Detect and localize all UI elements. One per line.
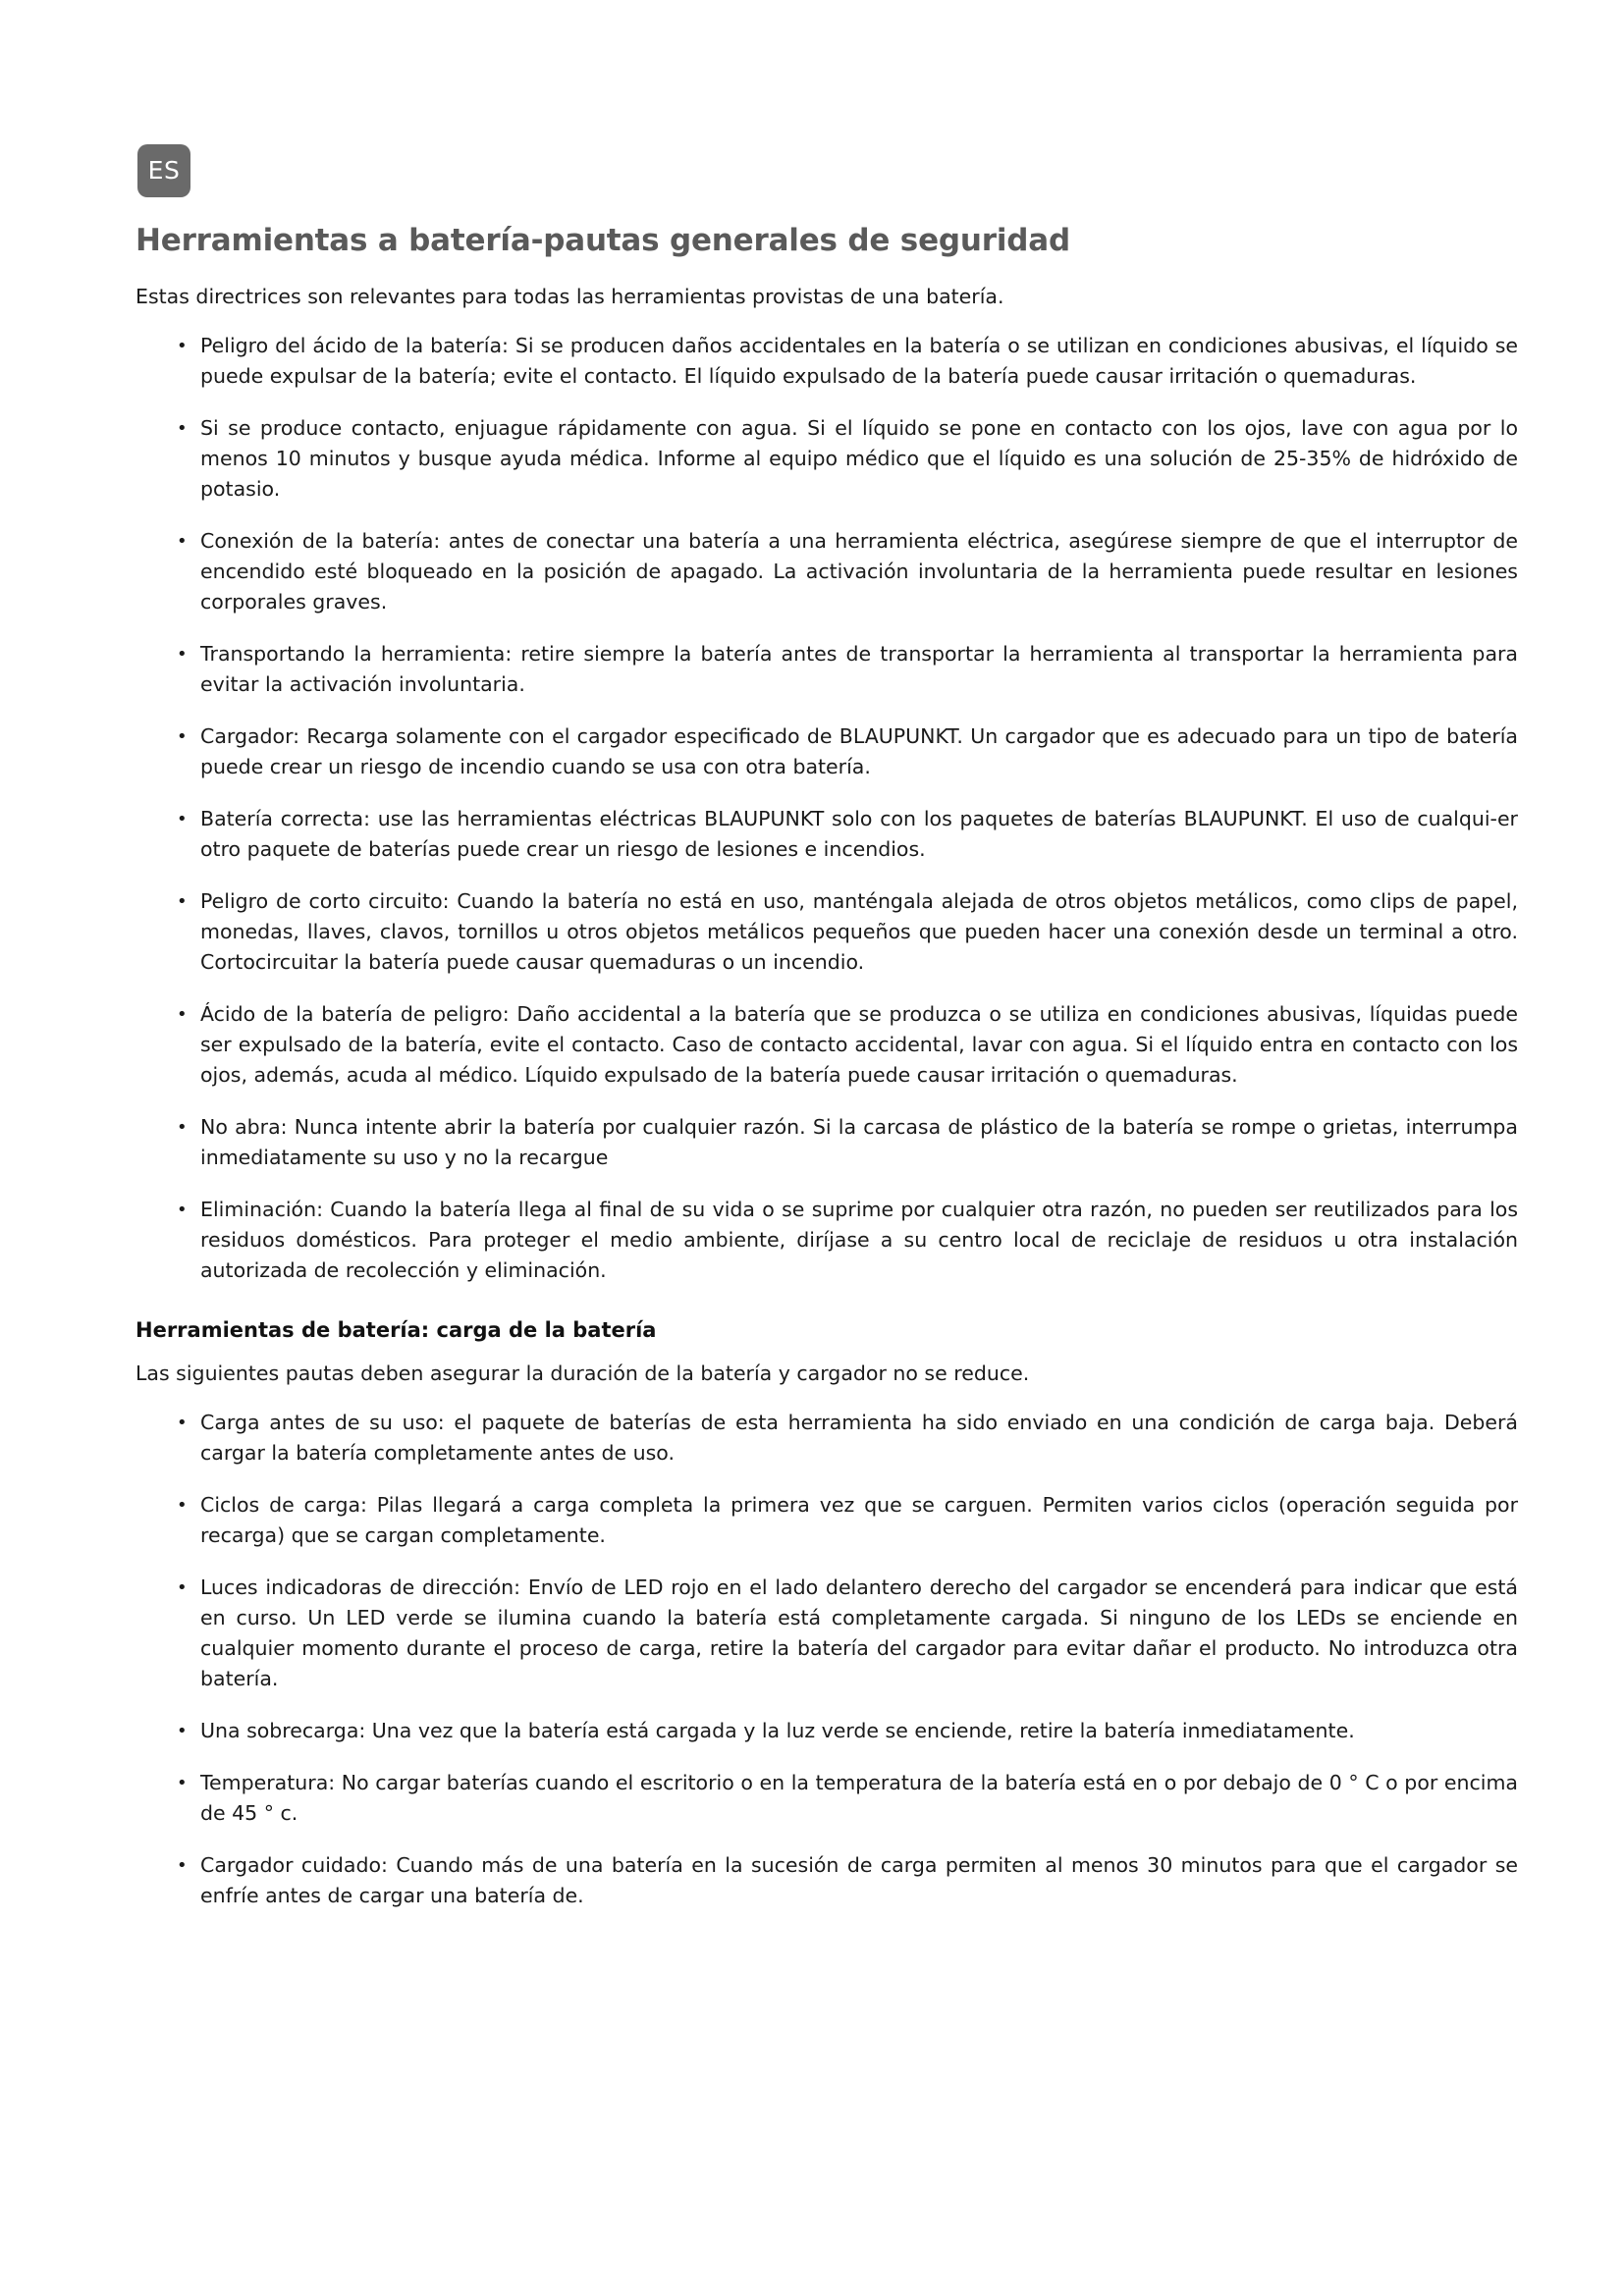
list-item-text: Eliminación: Cuando la batería llega al final de su vida o se suprime por cualquier otra razón, no pueden ser reutilizados para los residuos domésticos. Para proteger el medio ambiente, diríjase a su centro local de reciclaje de residuos u otra instalación autorizada de recolección y eliminación.: [200, 1198, 1518, 1282]
list-item: [177, 1408, 1518, 1468]
charging-guidelines-list: [135, 1408, 1518, 1911]
bullet-icon: •: [177, 1004, 188, 1025]
bullet-icon: •: [177, 1413, 188, 1433]
bullet-icon: •: [177, 891, 188, 912]
list-item: [177, 1490, 1518, 1551]
list-item-text: Cargador: Recarga solamente con el cargador especificado de BLAUPUNKT. Un cargador que es adecuado para un tipo de batería puede crear un riesgo de incendio cuando se usa con otra batería.: [200, 724, 1518, 778]
bullet-icon: •: [177, 809, 188, 829]
document-content: [135, 221, 1518, 1925]
list-item: [177, 639, 1518, 700]
bullet-icon: •: [177, 1855, 188, 1876]
language-badge: ES: [137, 144, 190, 197]
list-item: [177, 999, 1518, 1091]
list-item-text: Transportando la herramienta: retire siempre la batería antes de transportar la herramienta al transportar la herramienta para evitar la activación involuntaria.: [200, 642, 1518, 696]
section-title-battery-charging: Herramientas de batería: carga de la batería: [135, 1318, 657, 1342]
list-item: [177, 331, 1518, 392]
list-item: [177, 526, 1518, 617]
list-item-text: Si se produce contacto, enjuague rápidamente con agua. Si el líquido se pone en contacto con los ojos, lave con agua por lo menos 10 minutos y busque ayuda médica. Informe al equipo médico que el líquido es una solución de 25-35% de hidróxido de potasio.: [200, 416, 1518, 501]
safety-guidelines-list: [135, 331, 1518, 1286]
list-item-text: Ácido de la batería de peligro: Daño accidental a la batería que se produzca o se utiliza en condiciones abusivas, líquidas puede ser expulsado de la batería, evite el contacto. Caso de contacto accidental, lavar con agua. Si el líquido entra en contacto con los ojos, además, acuda al médico. Líquido expulsado de la batería puede causar irritación o quemaduras.: [200, 1002, 1518, 1087]
list-item: [177, 1573, 1518, 1694]
list-item-text: Carga antes de su uso: el paquete de baterías de esta herramienta ha sido enviado en una condición de carga baja. Deberá cargar la batería completamente antes de uso.: [200, 1411, 1518, 1465]
bullet-icon: •: [177, 418, 188, 439]
section-intro-battery-charging: Las siguientes pautas deben asegurar la duración de la batería y cargador no se reduce.: [135, 1362, 1030, 1385]
list-item: [177, 413, 1518, 505]
list-item: [177, 804, 1518, 865]
list-item: [177, 721, 1518, 782]
list-item: [177, 1716, 1518, 1746]
bullet-icon: •: [177, 1495, 188, 1516]
bullet-icon: •: [177, 1577, 188, 1598]
list-item-text: Peligro de corto circuito: Cuando la batería no está en uso, manténgala alejada de otros objetos metálicos, como clips de papel, monedas, llaves, clavos, tornillos u otros objetos metálicos pequeños que pueden hacer una conexión desde un terminal a otro. Cortocircuitar la batería puede causar quemaduras o un incendio.: [200, 889, 1518, 974]
list-item: [177, 1850, 1518, 1911]
list-item-text: Cargador cuidado: Cuando más de una batería en la sucesión de carga permiten al menos 30 minutos para que el cargador se enfríe antes de cargar una batería de.: [200, 1853, 1518, 1907]
list-item-text: No abra: Nunca intente abrir la batería por cualquier razón. Si la carcasa de plástico de la batería se rompe o grietas, interrumpa inmediatamente su uso y no la recargue: [200, 1115, 1518, 1169]
list-item-text: Luces indicadoras de dirección: Envío de LED rojo en el lado delantero derecho del cargador se encenderá para indicar que está en curso. Un LED verde se ilumina cuando la batería está completamente cargada. Si ninguno de los LEDs se enciende en cualquier momento durante el proceso de carga, retire la batería del cargador para evitar dañar el producto. No introduzca otra batería.: [200, 1575, 1518, 1690]
list-item-text: Ciclos de carga: Pilas llegará a carga completa la primera vez que se carguen. Permiten varios ciclos (operación seguida por recarga) que se cargan completamente.: [200, 1493, 1518, 1547]
list-item-text: Conexión de la batería: antes de conectar una batería a una herramienta eléctrica, asegúrese siempre de que el interruptor de encendido esté bloqueado en la posición de apagado. La activación involuntaria de la herramienta puede resultar en lesiones corporales graves.: [200, 529, 1518, 614]
list-item-text: Una sobrecarga: Una vez que la batería está cargada y la luz verde se enciende, retire la batería inmediatamente.: [200, 1719, 1355, 1742]
list-item: [177, 1112, 1518, 1173]
list-item-text: Temperatura: No cargar baterías cuando el escritorio o en la temperatura de la batería está en o por debajo de 0 ° C o por encima de 45 ° c.: [200, 1771, 1518, 1825]
bullet-icon: •: [177, 1117, 188, 1138]
bullet-icon: •: [177, 1200, 188, 1220]
bullet-icon: •: [177, 1773, 188, 1793]
list-item-text: Peligro del ácido de la batería: Si se producen daños accidentales en la batería o se utilizan en condiciones abusivas, el líquido se puede expulsar de la batería; evite el contacto. El líquido expulsado de la batería puede causar irritación o quemaduras.: [200, 334, 1518, 388]
list-item-text: Batería correcta: use las herramientas eléctricas BLAUPUNKT solo con los paquetes de baterías BLAUPUNKT. El uso de cualqui-er otro paquete de baterías puede crear un riesgo de lesiones e incendios.: [200, 807, 1518, 861]
bullet-icon: •: [177, 531, 188, 552]
section-intro-general-safety: Estas directrices son relevantes para todas las herramientas provistas de una batería.: [135, 285, 1004, 308]
list-item: [177, 886, 1518, 978]
list-item: [177, 1768, 1518, 1829]
bullet-icon: •: [177, 336, 188, 356]
bullet-icon: •: [177, 1721, 188, 1741]
bullet-icon: •: [177, 644, 188, 665]
bullet-icon: •: [177, 726, 188, 747]
list-item: [177, 1195, 1518, 1286]
section-title-general-safety: Herramientas a batería-pautas generales de seguridad: [135, 223, 1070, 258]
